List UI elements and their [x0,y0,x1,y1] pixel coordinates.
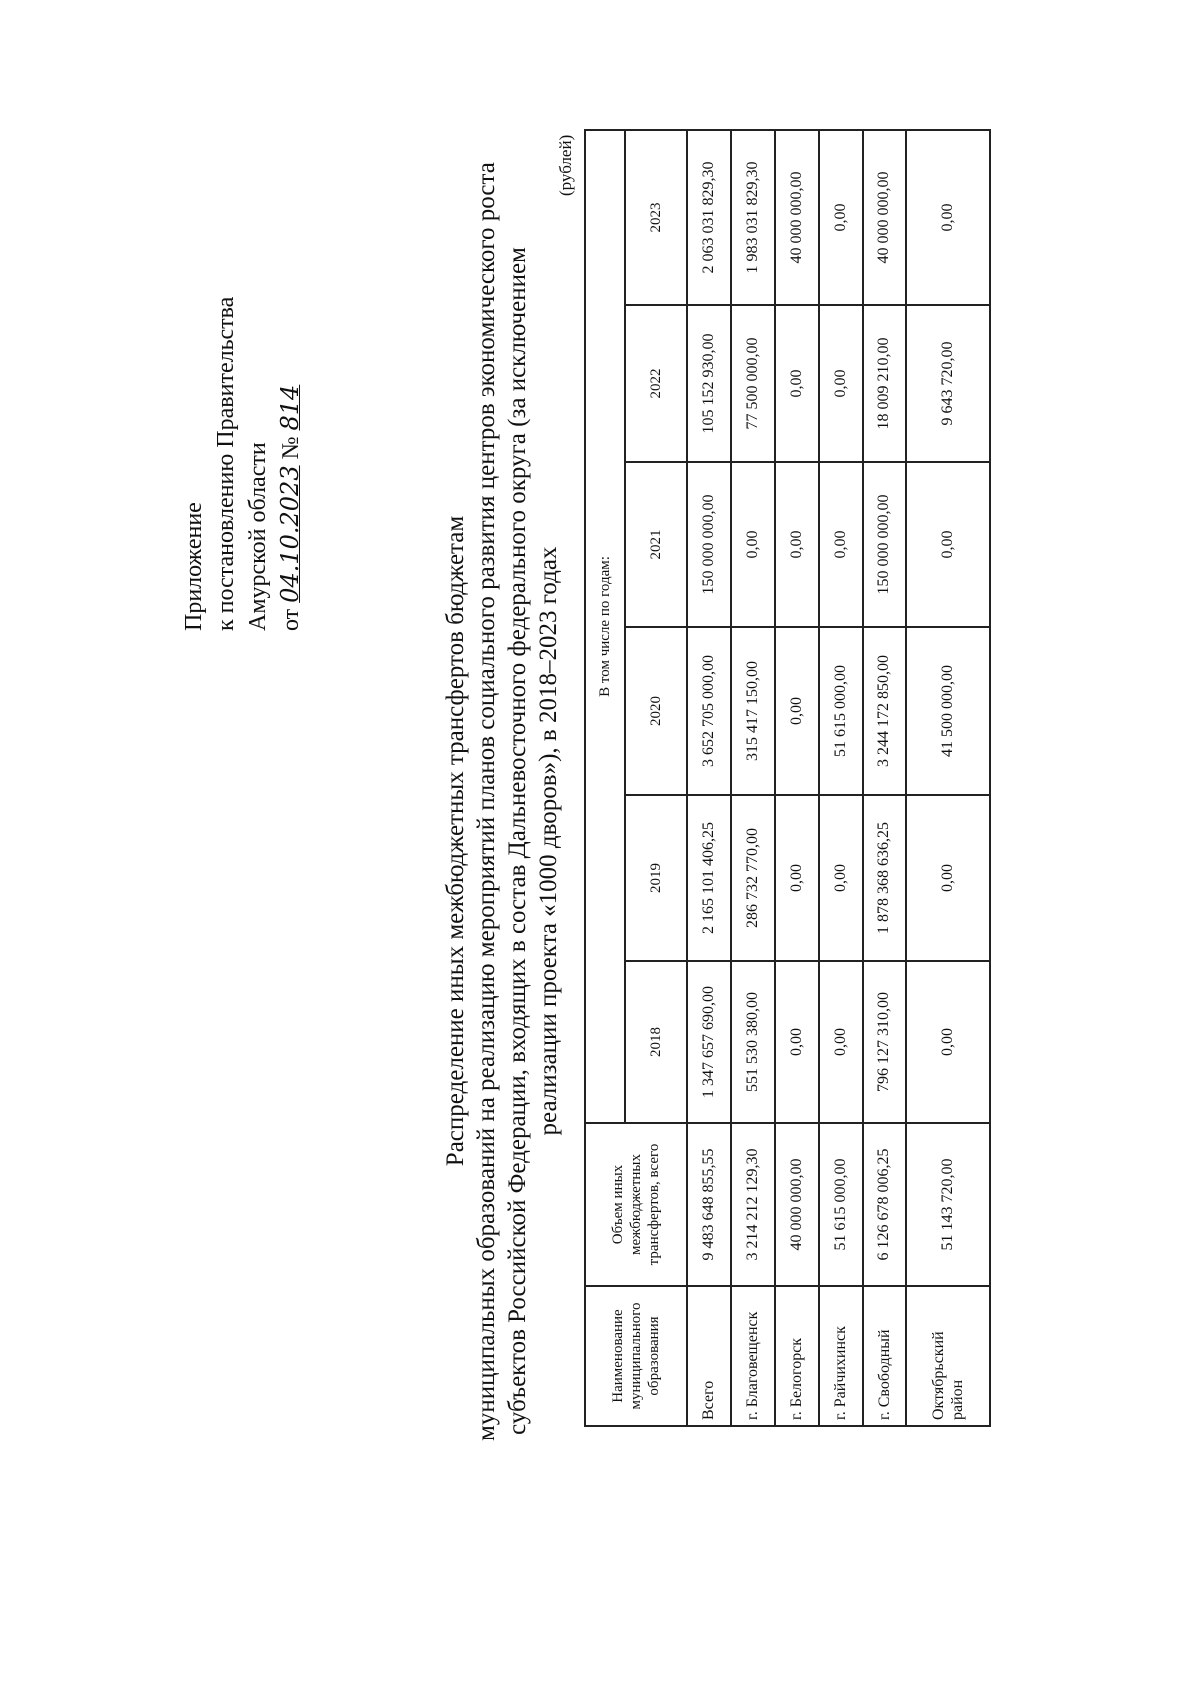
row-value: 0,00 [906,130,990,305]
table-row [863,130,907,1426]
row-value: 0,00 [906,462,990,627]
row-value: 3 652 705 000,00 [687,627,731,795]
row-name: Октябрьский район [906,1286,990,1426]
row-value: 0,00 [906,795,990,961]
row-value: 40 000 000,00 [775,130,819,305]
row-value: 1 983 031 829,30 [731,130,775,305]
transfers-table [584,129,991,1427]
header-year: 2019 [625,795,687,961]
row-value: 1 878 368 636,25 [863,795,907,961]
from-label: от [278,608,304,631]
title-line-4: реализации проекта «1000 дворов»), в 2018–2023 годах [535,546,562,1136]
row-value: 2 063 031 829,30 [687,130,731,305]
row-value: 150 000 000,00 [863,462,907,627]
row-name: г. Свободный [863,1286,907,1426]
row-value: 0,00 [906,961,990,1123]
header-name: Наименование муниципального образования [585,1286,687,1426]
header-by-years: В том числе по годам: [585,130,625,1123]
row-value: 0,00 [775,795,819,961]
header-year: 2018 [625,961,687,1123]
row-value: 0,00 [819,961,863,1123]
table-row [819,130,863,1426]
row-name: Всего [687,1286,731,1426]
title-line-3: субъектов Российской Федерации, входящих в состав Дальневосточного федерального округа (за исключением [504,247,531,1435]
row-value: 3 244 172 850,00 [863,627,907,795]
row-value: 40 000 000,00 [863,130,907,305]
row-value: 551 530 380,00 [731,961,775,1123]
table-row [775,130,819,1426]
row-value: 0,00 [819,795,863,961]
row-total: 51 143 720,00 [906,1123,990,1286]
row-value: 41 500 000,00 [906,627,990,795]
row-total: 40 000 000,00 [775,1123,819,1286]
appendix-region: Амурской области [245,442,271,631]
handwritten-date: 04.10.2023 [276,465,304,603]
row-value: 0,00 [819,130,863,305]
title-line-1: Распределение иных межбюджетных трансфертов бюджетам [442,515,469,1167]
row-value: 77 500 000,00 [731,305,775,462]
units-label: (рублей) [556,134,575,196]
header-total: Объем иных межбюджетных трансфертов, всего [585,1123,687,1286]
row-name: г. Райчихинск [819,1286,863,1426]
row-value: 2 165 101 406,25 [687,795,731,961]
number-label: № [278,436,304,460]
row-value: 315 417 150,00 [731,627,775,795]
table-row [687,130,731,1426]
row-value: 0,00 [819,462,863,627]
appendix-date-number [274,211,307,631]
row-total: 3 214 212 129,30 [731,1123,775,1286]
table-row [731,130,775,1426]
row-value: 105 152 930,00 [687,305,731,462]
row-total: 51 615 000,00 [819,1123,863,1286]
row-total: 6 126 678 006,25 [863,1123,907,1286]
row-value: 51 615 000,00 [819,627,863,795]
handwritten-number: 814 [276,384,304,431]
appendix-block [178,211,307,631]
appendix-resolution: к постановлению Правительства [213,296,239,631]
row-value: 150 000 000,00 [687,462,731,627]
row-total: 9 483 648 855,55 [687,1123,731,1286]
row-value: 0,00 [775,305,819,462]
table-row [906,130,990,1426]
title-line-2: муниципальных образований на реализацию мероприятий планов социального развития центров экономического роста [473,162,500,1441]
document-title [440,162,564,1441]
row-value: 1 347 657 690,00 [687,961,731,1123]
row-value: 286 732 770,00 [731,795,775,961]
row-value: 796 127 310,00 [863,961,907,1123]
header-year: 2022 [625,305,687,462]
header-year: 2023 [625,130,687,305]
header-year: 2021 [625,462,687,627]
row-value: 0,00 [775,627,819,795]
appendix-label: Приложение [181,502,207,631]
row-name: г. Белогорск [775,1286,819,1426]
row-value: 18 009 210,00 [863,305,907,462]
header-year: 2020 [625,627,687,795]
row-value: 0,00 [775,961,819,1123]
row-value: 0,00 [731,462,775,627]
row-value: 9 643 720,00 [906,305,990,462]
row-value: 0,00 [775,462,819,627]
row-value: 0,00 [819,305,863,462]
row-name: г. Благовещенск [731,1286,775,1426]
